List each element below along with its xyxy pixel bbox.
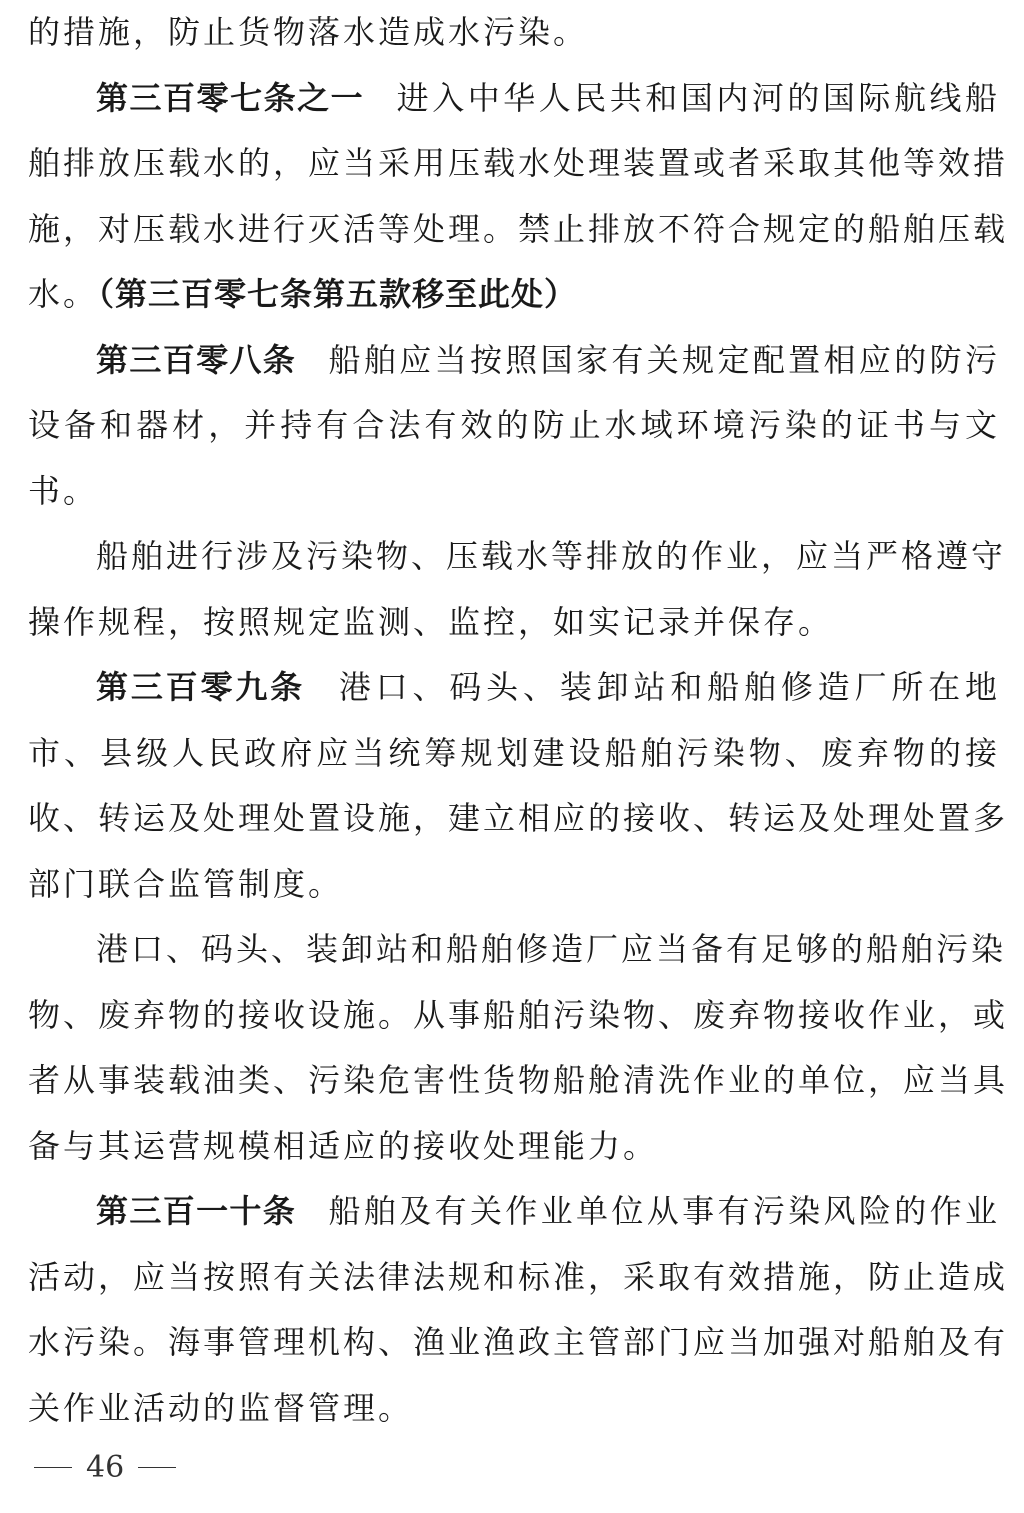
line-text: 部门联合监管制度。 — [28, 864, 344, 903]
page-footer — [34, 1450, 176, 1485]
line-text: 设备和器材，并持有合法有效的防止水域环境污染的证书与文 — [28, 406, 1000, 444]
text-line — [28, 197, 1009, 263]
line-text: 市、县级人民政府应当统筹规划建设船舶污染物、废弃物的接 — [28, 733, 1000, 772]
line-text: 关作业活动的监督管理。 — [28, 1388, 414, 1427]
line-text: 施，对压载水进行灭活等处理。禁止排放不符合规定的船舶压载 — [28, 209, 1009, 248]
line-text: 舶排放压载水的，应当采用压载水处理装置或者采取其他等效措 — [28, 144, 1009, 182]
line-text: 船舶应当按照国家有关规定配置相应的防污 — [328, 340, 1000, 379]
line-text: 收、转运及处理处置设施，建立相应的接收、转运及处理处置多 — [28, 799, 1009, 837]
line-text: 书。 — [28, 471, 99, 510]
text-line — [28, 66, 1000, 132]
text-line — [28, 655, 1000, 721]
text-line — [28, 1310, 1009, 1376]
text-line — [28, 983, 1009, 1049]
text-line — [28, 1376, 1000, 1442]
line-text: 进入中华人民共和国内河的国际航线船 — [396, 78, 1000, 117]
text-line — [28, 1048, 1009, 1114]
text-line — [28, 131, 1009, 197]
text-line — [28, 393, 1000, 459]
text-line — [28, 0, 1000, 66]
text-line — [28, 1179, 1000, 1245]
line-text: 水污染。海事管理机构、渔业渔政主管部门应当加强对船舶及有 — [28, 1323, 1009, 1361]
line-text: 物、废弃物的接收设施。从事船舶污染物、废弃物接收作业，或 — [28, 995, 1009, 1034]
text-line — [28, 917, 1007, 983]
line-text: 者从事装载油类、污染危害性货物船舱清洗作业的单位，应当具 — [28, 1061, 1009, 1099]
article-heading: 第三百零九条 — [96, 668, 305, 706]
line-text: 备与其运营规模相适应的接收处理能力。 — [28, 1126, 659, 1165]
footer-dash-left — [34, 1467, 72, 1468]
text-line — [28, 262, 1000, 328]
text-line — [28, 721, 1000, 787]
line-text: 的措施，防止货物落水造成水污染。 — [28, 13, 589, 51]
line-text: 港口、码头、装卸站和船舶修造厂所在地 — [337, 668, 1000, 706]
line-text: 水。 — [28, 275, 99, 313]
line-text: 活动，应当按照有关法律法规和标准，采取有效措施，防止造成 — [28, 1257, 1009, 1296]
article-heading: 第三百一十条 — [96, 1192, 297, 1230]
text-line — [28, 524, 1007, 590]
document-body — [28, 0, 1009, 1441]
article-heading: （第三百零七条第五款移至此处） — [98, 275, 578, 313]
line-text: 操作规程，按照规定监测、监控，如实记录并保存。 — [28, 602, 834, 641]
text-line — [28, 328, 1000, 394]
line-text: 船舶进行涉及污染物、压载水等排放的作业，应当严格遵守 — [96, 537, 1007, 575]
text-line — [28, 590, 1000, 656]
article-heading: 第三百零七条之一 — [96, 78, 365, 117]
footer-dash-right — [138, 1467, 176, 1468]
text-line — [28, 852, 1000, 918]
line-text: 港口、码头、装卸站和船舶修造厂应当备有足够的船舶污染 — [96, 930, 1007, 968]
page-number: 46 — [86, 1450, 125, 1485]
line-text: 船舶及有关作业单位从事有污染风险的作业 — [328, 1192, 1000, 1230]
text-line — [28, 1245, 1009, 1311]
text-line — [28, 459, 1000, 525]
text-line — [28, 1114, 1000, 1180]
text-line — [28, 786, 1009, 852]
article-heading: 第三百零八条 — [96, 340, 297, 379]
